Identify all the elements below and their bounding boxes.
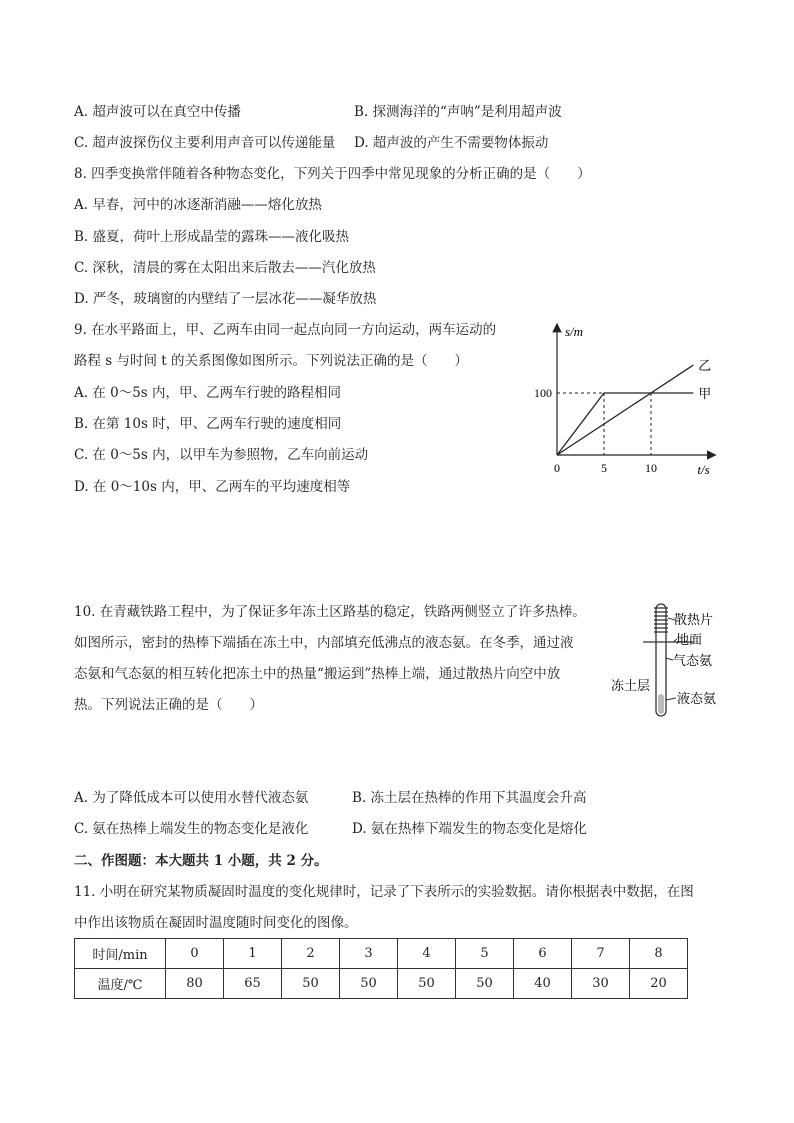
table-cell: 0: [166, 939, 224, 969]
q9-option-d: D. 在 0～10s 内，甲、乙两车的平均速度相等: [74, 479, 351, 495]
q11-stem-line2: 中作出该物质在凝固时温度随时间变化的图像。: [74, 915, 358, 931]
table-cell: 65: [224, 969, 282, 999]
q9-distance-time-chart: [520, 318, 730, 483]
y-tick-label: 100: [534, 386, 552, 400]
table-cell: 3: [340, 939, 398, 969]
label-frozen-soil: 冻土层: [611, 678, 651, 693]
table-cell: 50: [456, 969, 514, 999]
table-cell: 50: [398, 969, 456, 999]
table-cell: 7: [572, 939, 630, 969]
label-fins: 散热片: [674, 612, 714, 627]
q8-option-b: B. 盛夏，荷叶上形成晶莹的露珠——液化吸热: [74, 229, 350, 245]
table-row-temperature: [75, 969, 688, 999]
q10-option-a: A. 为了降低成本可以使用水替代液态氨: [74, 790, 309, 806]
q10-option-c: C. 氨在热棒上端发生的物态变化是液化: [74, 821, 309, 837]
q10-stem-line2: 如图所示，密封的热棒下端插在冻土中，内部填充低沸点的液态氨。在冬季，通过液: [74, 635, 574, 651]
q10-stem-line1: 10. 在青藏铁路工程中，为了保证多年冻土区路基的稳定，铁路两侧竖立了许多热棒。: [74, 604, 586, 620]
x-tick-label: 0: [554, 461, 560, 475]
q10-option-d: D. 氨在热棒下端发生的物态变化是熔化: [352, 821, 587, 837]
q10-option-b: B. 冻土层在热棒的作用下其温度会升高: [352, 790, 587, 806]
table-cell: 6: [514, 939, 572, 969]
x-tick-label: 5: [601, 461, 607, 475]
q7-option-b: B. 探测海洋的“声呐”是利用超声波: [354, 104, 562, 120]
q8-stem: 8. 四季变换常伴随着各种物态变化，下列关于四季中常见现象的分析正确的是（ ）: [74, 166, 591, 182]
table-cell: 20: [630, 969, 688, 999]
q9-option-c: C. 在 0～5s 内，以甲车为参照物，乙车向前运动: [74, 447, 369, 463]
label-liquid-ammonia: 液态氨: [677, 691, 717, 706]
table-cell: 30: [572, 969, 630, 999]
x-axis-label: t/s: [697, 462, 710, 477]
label-ground: 地面: [676, 632, 703, 647]
liquid-ammonia-fill: [658, 694, 664, 714]
q9-stem-line2: 路程 s 与时间 t 的关系图像如图所示。下列说法正确的是（ ）: [74, 353, 469, 369]
table-cell: 40: [514, 969, 572, 999]
table-row-time: [75, 939, 688, 969]
series-label-1: 乙: [698, 358, 712, 374]
series-label-0: 甲: [698, 386, 712, 401]
table-cell: 8: [630, 939, 688, 969]
table-header-temperature: 温度/℃: [75, 969, 166, 999]
q7-option-a: A. 超声波可以在真空中传播: [74, 104, 241, 120]
series-line-0: [557, 393, 693, 455]
table-cell: 50: [282, 969, 340, 999]
series-line-1: [557, 365, 693, 455]
q8-option-a: A. 早春，河中的冰逐渐消融——熔化放热: [74, 197, 322, 213]
q10-stem-line3: 态氨和气态氨的相互转化把冻土中的热量“搬运到”热棒上端，通过散热片向空中放: [74, 666, 561, 682]
q9-option-b: B. 在第 10s 时，甲、乙两车行驶的速度相同: [74, 416, 342, 432]
section-2-title: 二、作图题：本大题共 1 小题，共 2 分。: [74, 853, 328, 869]
table-cell: 50: [340, 969, 398, 999]
q8-option-d: D. 严冬，玻璃窗的内壁结了一层冰花——凝华放热: [74, 291, 377, 307]
q10-stem-line4: 热。下列说法正确的是（ ）: [74, 697, 263, 713]
q11-data-table: [74, 938, 688, 999]
x-tick-label: 10: [645, 461, 657, 475]
q8-option-c: C. 深秋，清晨的雾在太阳出来后散去——汽化放热: [74, 260, 376, 276]
table-cell: 1: [224, 939, 282, 969]
table-cell: 5: [456, 939, 514, 969]
label-gas-ammonia: 气态氨: [673, 653, 713, 668]
q11-stem-line1: 11. 小明在研究某物质凝固时温度的变化规律时，记录了下表所示的实验数据。请你根据表中数据，在图: [74, 884, 694, 900]
q7-option-d: D. 超声波的产生不需要物体振动: [354, 135, 549, 151]
y-axis-label: s/m: [565, 324, 584, 339]
q9-option-a: A. 在 0～5s 内，甲、乙两车行驶的路程相同: [74, 385, 342, 401]
table-cell: 80: [166, 969, 224, 999]
table-header-time: 时间/min: [75, 939, 166, 969]
q7-option-c: C. 超声波探伤仪主要利用声音可以传递能量: [74, 135, 336, 151]
q9-stem-line1: 9. 在水平路面上，甲、乙两车由同一起点向同一方向运动，两车运动的: [74, 322, 497, 338]
table-cell: 2: [282, 939, 340, 969]
table-cell: 4: [398, 939, 456, 969]
heat-pipe-fins: [654, 608, 668, 632]
q10-heat-pipe-figure: [605, 598, 730, 723]
